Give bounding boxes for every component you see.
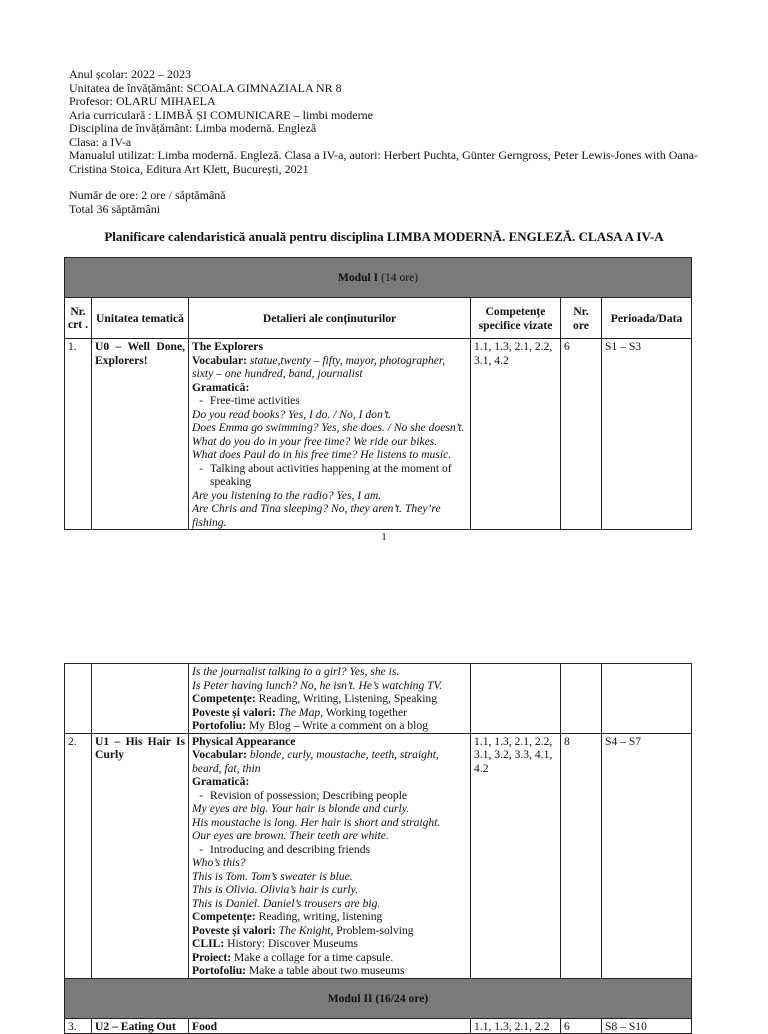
col-nr: Nr. crt . <box>65 298 92 339</box>
col-period: Perioada/Data <box>602 298 692 339</box>
document-title: Planificare calendaristică anuală pentru disciplina LIMBA MODERNĂ. ENGLEZĂ. CLASA A IV-A <box>104 229 664 244</box>
example: This is Daniel. Daniel’s trousers are big. <box>192 896 381 910</box>
module-name: Modul II <box>327 991 373 1005</box>
competences: 1.1, 1.3, 2.1, 2.2, 3.1, 4.2 <box>471 339 561 530</box>
example: This is Olivia. Olivia’s hair is curly. <box>192 883 358 896</box>
module-hours: (14 ore) <box>381 271 419 285</box>
table-row <box>65 339 692 530</box>
module-name: Modul I <box>337 271 379 285</box>
story-values: Poveste și valori: The Map, Working together <box>192 705 407 719</box>
bullet-item: - Revision of possession; Describing people <box>199 788 408 802</box>
topic: Physical Appearance <box>192 734 296 748</box>
vocabulary: Vocabular: blonde, curly, moustache, teeth, straight, beard, fat, thin <box>192 748 439 775</box>
row-number: 3. <box>65 1018 92 1034</box>
page-2 <box>0 655 768 1033</box>
clil: CLIL: History: Discover Museums <box>192 937 358 950</box>
page-number: 1 <box>381 531 387 543</box>
unit-title: U1 – His Hair Is Curly <box>92 733 189 978</box>
total-weeks: Total 36 săptămâni <box>69 201 161 216</box>
school-year: Anul școlar: 2022 – 2023 <box>69 67 191 81</box>
textbook: Manualul utilizat: Limba modernă. Engleză. Clasa a IV-a, autori: Herbert Puchta, Günter Gerngross, Peter Lewis-Jones with Oana-Cristina Stoica, Editura Art Klett, București, 2021 <box>69 148 699 176</box>
vocabulary: Vocabular: statue,twenty – fifty, mayor, photographer, sixty – one hundred, band, journalist <box>192 353 446 380</box>
topic: The Explorers <box>192 340 263 353</box>
period: S1 – S3 <box>602 339 692 530</box>
document-header <box>69 68 709 216</box>
example: Is the journalist talking to a girl? Yes, she is. <box>192 665 400 678</box>
story-values: Poveste și valori: The Knight, Problem-solving <box>192 923 414 937</box>
content-details <box>189 733 471 978</box>
period: S4 – S7 <box>602 733 692 978</box>
example: Our eyes are brown. Their teeth are white. <box>192 829 389 842</box>
bullet-item: - Introducing and describing friends <box>199 842 371 856</box>
example: Who’s this? <box>192 856 246 869</box>
example: Are you listening to the radio? Yes, I am. <box>192 488 382 502</box>
table-header-row <box>65 298 692 339</box>
example: What does Paul do in his free time? He listens to music. <box>192 448 452 461</box>
table-row <box>65 664 692 734</box>
table-row <box>65 733 692 978</box>
unit-title: U0 – Well Done, Explorers! <box>92 339 189 530</box>
grammar-label: Gramatică: <box>192 380 250 394</box>
example: Do you read books? Yes, I do. / No, I don’t. <box>192 407 392 421</box>
competences-line: Competențe: Reading, writing, listening <box>192 910 383 923</box>
example: My eyes are big. Your hair is blonde and curly. <box>192 802 410 815</box>
col-hours: Nr. ore <box>561 298 602 339</box>
example: This is Tom. Tom’s sweater is blue. <box>192 869 353 883</box>
class: Clasa: a IV-a <box>69 134 132 149</box>
col-details: Detalieri ale conținuturilor <box>189 298 471 339</box>
table-row <box>65 1018 692 1034</box>
example: His moustache is long. Her hair is short and straight. <box>192 815 441 829</box>
content-details <box>189 664 471 734</box>
example: Is Peter having lunch? No, he isn’t. He’s watching TV. <box>192 678 443 692</box>
curricular-area: Aria curriculară : LIMBĂ ȘI COMUNICARE – limbi moderne <box>69 107 373 122</box>
example: Does Emma go swimming? Yes, she does. / No she doesn’t. <box>192 421 465 434</box>
row-number: 2. <box>65 733 92 978</box>
example: What do you do in your free time? We ride our bikes. <box>192 434 438 448</box>
planning-table <box>64 257 692 530</box>
bullet-item: - Free-time activities <box>199 394 300 407</box>
module-row <box>65 258 692 298</box>
example: Are Chris and Tina sleeping? No, they aren’t. They’re fishing. <box>192 502 441 529</box>
planning-table-continued <box>64 663 692 1034</box>
hours: 6 <box>561 1018 602 1034</box>
competences: 1.1, 1.3, 2.1, 2.2 <box>471 1018 561 1034</box>
module-hours: (16/24 ore) <box>375 991 429 1005</box>
row-number: 1. <box>65 339 92 530</box>
period: S8 – S10 <box>602 1018 692 1034</box>
hours: 8 <box>561 733 602 978</box>
discipline: Disciplina de învățământ: Limba modernă. Engleză <box>69 121 317 135</box>
hours: 6 <box>561 339 602 530</box>
content-details <box>189 339 471 530</box>
unit-title: U2 – Eating Out <box>92 1018 189 1034</box>
project: Proiect: Make a collage for a time capsule. <box>192 950 394 964</box>
competences: 1.1, 1.3, 2.1, 2.2, 3.1, 3.2, 3.3, 4.1, 4.2 <box>471 733 561 978</box>
topic: Food <box>189 1018 471 1034</box>
grammar-label: Gramatică: <box>192 775 250 788</box>
hours-per-week: Număr de ore: 2 ore / săptămână <box>69 188 226 202</box>
portfolio: Portofoliu: My Blog – Write a comment on a blog <box>192 719 428 732</box>
col-competences: Competențe specifice vizate <box>471 298 561 339</box>
portfolio: Portofoliu: Make a table about two museums <box>192 964 405 977</box>
competences-line: Competențe: Reading, Writing, Listening, Speaking <box>192 692 438 705</box>
module-row <box>65 978 692 1018</box>
teacher: Profesor: OLARU MIHAELA <box>69 94 216 108</box>
col-unit: Unitatea tematică <box>92 298 189 339</box>
school-unit: Unitatea de învățământ: SCOALA GIMNAZIALA NR 8 <box>69 80 342 95</box>
bullet-item: - Talking about activities happening at the moment of speaking <box>199 461 452 488</box>
